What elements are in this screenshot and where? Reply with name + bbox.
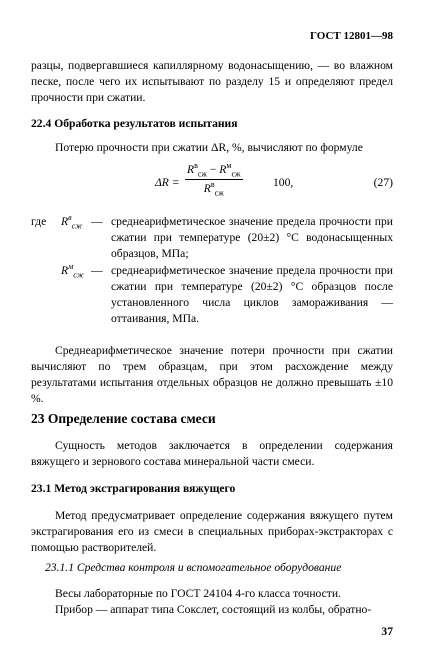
formula-number: (27) [373, 176, 393, 189]
section-22-4-title: 22.4 Обработка результатов испытания [31, 117, 238, 130]
document-header: ГОСТ 12801—98 [310, 30, 393, 42]
paragraph-4: Сущность методов заключается в определении содержания вяжущего и зернового состава минеральной части смеси. [31, 439, 393, 468]
paragraph-6: Весы лабораторные по ГОСТ 24104 4-го класса точности. [55, 587, 341, 600]
formula-fraction [185, 162, 243, 197]
definition-dash: — [91, 215, 103, 228]
section-23-title: 23 Определение состава смеси [31, 411, 216, 426]
definitions-list [31, 214, 393, 328]
formula-lhs: ΔR = [155, 176, 180, 189]
document-page [31, 0, 393, 655]
definition-symbol: $R^м_{сж}$ [61, 262, 85, 280]
section-23-1-title: 23.1 Метод экстрагирования вяжущего [31, 482, 236, 495]
formula-tail: 100, [273, 176, 294, 189]
paragraph-2: Потерю прочности при сжатии ΔR, %, вычисляют по формуле [55, 141, 363, 154]
definitions-where-label: где [31, 215, 47, 228]
section-23-1-1-title: 23.1.1 Средства контроля и вспомогательное оборудование [45, 561, 342, 574]
definition-symbol: $R^в_{сж}$ [61, 213, 83, 231]
paragraph-1: разцы, подвергавшиеся капиллярному водонасыщению, — во влажном песке, после чего их испытывают по разделу 15 и определяют предел прочности при сжатии. [31, 59, 393, 104]
page-number: 37 [381, 625, 393, 638]
definition-item [31, 263, 393, 327]
formula-denominator: $R^в_{сж}$ [203, 180, 224, 198]
paragraph-3: Среднеарифметическое значение потери прочности при сжатии вычисляют по трем образцам, при этом расхождение между результатами испытания отдельных образцов не должно превышать ±10 %. [31, 344, 393, 405]
definition-dash: — [91, 264, 103, 277]
paragraph-7: Прибор — аппарат типа Сокслет, состоящий из колбы, обратно- [55, 603, 372, 616]
definition-item [31, 214, 393, 262]
paragraph-5: Метод предусматривает определение содержания вяжущего путем экстрагирования его из смеси в специальных приборах-экстракторах с помощью растворителей. [31, 509, 393, 554]
definition-text: среднеарифметическое значение предела прочности при сжатии при температуре (20±2) °С образцов после установленного числа циклов замораживания — оттаивания, МПа. [111, 264, 393, 325]
formula-27 [31, 162, 393, 210]
formula-numerator: $R^в_{сж} - R^м_{сж}$ [187, 161, 241, 179]
definition-text: среднеарифметическое значение предела прочности при сжатии при температуре (20±2) °С водонасыщенных образцов, МПа; [111, 215, 393, 260]
